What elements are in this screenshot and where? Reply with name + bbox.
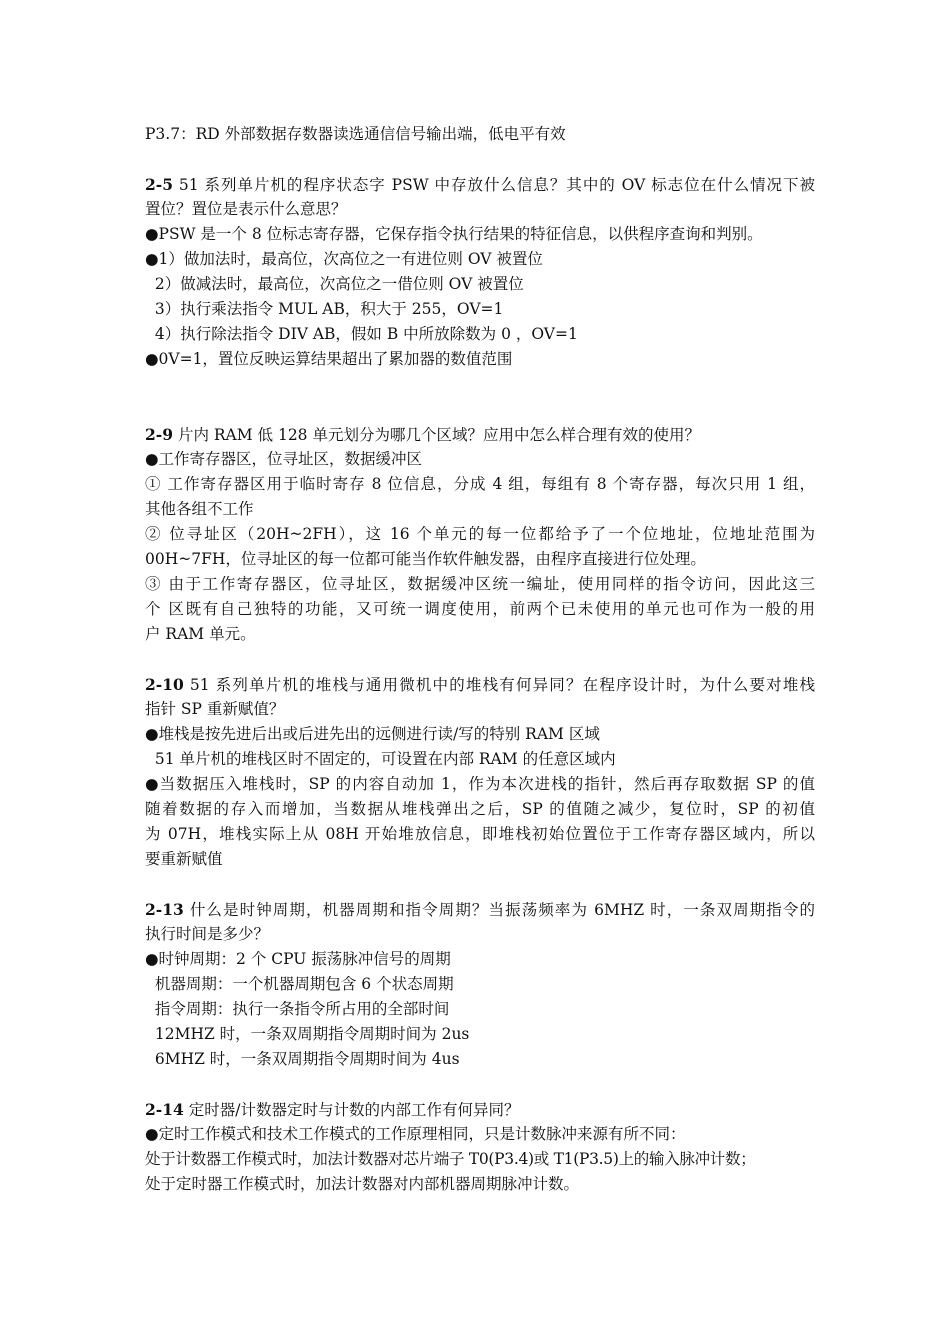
answer-line: 其他各组不工作 — [145, 500, 254, 518]
answer-line: ●定时工作模式和技术工作模式的工作原理相同，只是计数脉冲来源有所不同： — [145, 1125, 686, 1143]
question-text: 片内 RAM 低 128 单元划分为哪几个区域？应用中怎么样合理有效的使用？ — [173, 426, 700, 444]
answer-line: 个 区既有自己独特的功能，又可统一调度使用，前两个已未使用的单元也可作为一般的用 — [145, 600, 815, 618]
answer-line: 为 07H，堆栈实际上从 08H 开始堆放信息，即堆栈初始位置位于工作寄存器区域内，所以 — [145, 825, 815, 843]
answer-line: ●堆栈是按先进后出或后进先出的远侧进行读/写的特别 RAM 区域 — [145, 725, 600, 743]
answer-line: ●当数据压入堆栈时，SP 的内容自动加 1，作为本次进栈的指针，然后再存取数据 SP 的值 — [145, 775, 815, 793]
answer-line: 处于计数器工作模式时，加法计数器对芯片端子 T0(P3.4)或 T1(P3.5)上的输入脉冲计数； — [145, 1150, 756, 1168]
answer-line: ●工作寄存器区，位寻址区，数据缓冲区 — [145, 450, 423, 468]
intro-line: P3.7：RD 外部数据存数器读选通信信号输出端，低电平有效 — [145, 125, 566, 143]
answer-line: 6MHZ 时，一条双周期指令周期时间为 4us — [145, 1050, 460, 1068]
question-number: 2-10 — [145, 675, 184, 694]
answer-line: ●PSW 是一个 8 位标志寄存器，它保存指令执行结果的特征信息，以供程序查询和判别。 — [145, 225, 763, 243]
question-number: 2-14 — [145, 1100, 184, 1119]
spacer — [145, 372, 815, 422]
spacer — [145, 1072, 815, 1097]
question-2-5-line-2: 置位？置位是表示什么意思？ — [145, 200, 347, 218]
answer-line: ●0V=1，置位反映运算结果超出了累加器的数值范围 — [145, 350, 513, 368]
question-text: 51 系列单片机的程序状态字 PSW 中存放什么信息？其中的 OV 标志位在什么情况下被 — [173, 176, 815, 194]
question-number: 2-5 — [145, 175, 174, 194]
answer-line: ●时钟周期：2 个 CPU 振荡脉冲信号的周期 — [145, 950, 451, 968]
question-number: 2-9 — [145, 425, 174, 444]
answer-line: ●1）做加法时，最高位，次高位之一有进位则 OV 被置位 — [145, 250, 543, 268]
answer-line: ① 工作寄存器区用于临时寄存 8 位信息，分成 4 组，每组有 8 个寄存器，每次只用 1 组， — [145, 475, 815, 493]
document-page — [145, 122, 815, 1197]
question-2-10-line-2: 指针 SP 重新赋值？ — [145, 700, 285, 718]
spacer — [145, 647, 815, 672]
answer-line: 12MHZ 时，一条双周期指令周期时间为 2us — [145, 1025, 470, 1043]
answer-line: 4）执行除法指令 DIV AB，假如 B 中所放除数为 0 ，OV=1 — [145, 325, 578, 343]
answer-line: 机器周期：一个机器周期包含 6 个状态周期 — [145, 975, 454, 993]
answer-line: 00H~7FH，位寻址区的每一位都可能当作软件触发器，由程序直接进行位处理。 — [145, 550, 706, 568]
answer-line: 2）做减法时，最高位，次高位之一借位则 OV 被置位 — [145, 275, 524, 293]
question-2-5-line-1 — [145, 172, 815, 197]
spacer — [145, 147, 815, 172]
question-text: 什么是时钟周期，机器周期和指令周期？当振荡频率为 6MHZ 时，一条双周期指令的 — [183, 901, 815, 919]
question-number: 2-13 — [145, 900, 184, 919]
question-2-13-line-1 — [145, 897, 815, 922]
question-text: 51 系列单片机的堆栈与通用微机中的堆栈有何异同？在程序设计时，为什么要对堆栈 — [183, 676, 815, 694]
question-text: 定时器/计数器定时与计数的内部工作有何异同？ — [183, 1101, 520, 1119]
answer-line: 指令周期：执行一条指令所占用的全部时间 — [145, 1000, 450, 1018]
answer-line: 要重新赋值 — [145, 850, 223, 868]
spacer — [145, 872, 815, 897]
question-2-9-line-1 — [145, 422, 815, 447]
question-2-14-line-1 — [145, 1097, 815, 1122]
answer-line: ③ 由于工作寄存器区，位寻址区，数据缓冲区统一编址，使用同样的指令访问，因此这三 — [145, 575, 815, 593]
answer-line: 处于定时器工作模式时，加法计数器对内部机器周期脉冲计数。 — [145, 1175, 580, 1193]
answer-line: 51 单片机的堆栈区时不固定的，可设置在内部 RAM 的任意区域内 — [145, 750, 616, 768]
answer-line: 随着数据的存入而增加，当数据从堆栈弹出之后，SP 的值随之减少，复位时，SP 的初值 — [145, 800, 815, 818]
answer-line: 3）执行乘法指令 MUL AB，积大于 255，OV=1 — [145, 300, 504, 318]
answer-line: ② 位寻址区（20H~2FH），这 16 个单元的每一位都给予了一个位地址，位地址范围为 — [145, 525, 815, 543]
question-2-13-line-2: 执行时间是多少？ — [145, 925, 270, 943]
question-2-10-line-1 — [145, 672, 815, 697]
answer-line: 户 RAM 单元。 — [145, 625, 256, 643]
